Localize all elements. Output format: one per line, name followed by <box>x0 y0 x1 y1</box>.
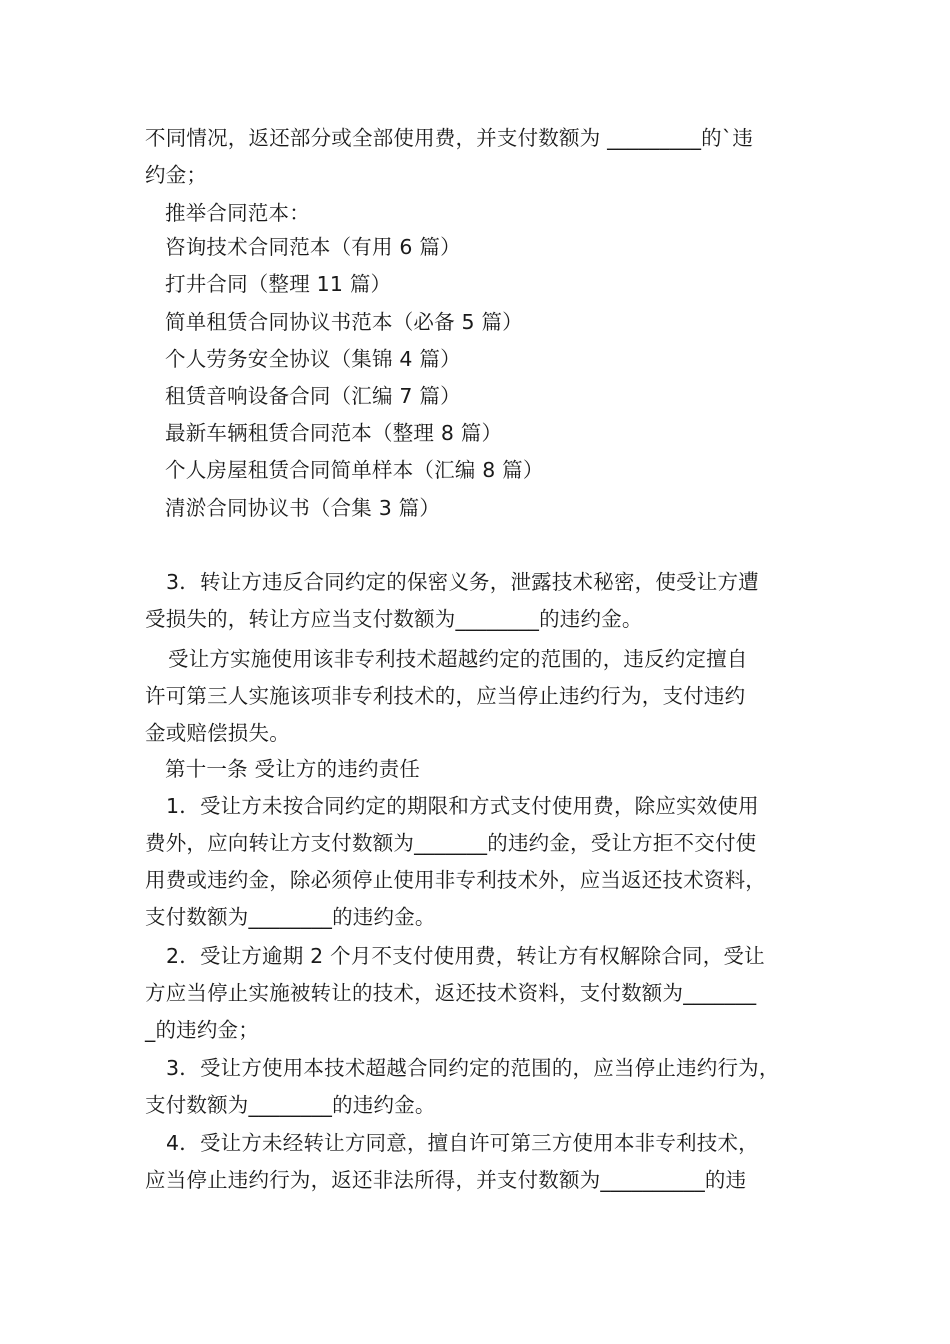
link-item[interactable]: 个人劳务安全协议（集锦 4 篇） <box>165 347 461 371</box>
text-line: 费外，应向转让方支付数额为_______的违约金，受让方拒不交付使 <box>145 831 757 855</box>
link-item[interactable]: 简单租赁合同协议书范本（必备 5 篇） <box>165 310 523 334</box>
link-item[interactable]: 清淤合同协议书（合集 3 篇） <box>165 496 441 520</box>
text-line: 4．受让方未经转让方同意，擅自许可第三方使用本非专利技术， <box>166 1131 759 1155</box>
link-item[interactable]: 咨询技术合同范本（有用 6 篇） <box>165 235 461 259</box>
text-line: 约金； <box>145 163 208 187</box>
link-item[interactable]: 最新车辆租赁合同范本（整理 8 篇） <box>165 421 503 445</box>
text-line: 1．受让方未按合同约定的期限和方式支付使用费，除应实效使用 <box>166 794 759 818</box>
link-item[interactable]: 个人房屋租赁合同简单样本（汇编 8 篇） <box>165 458 544 482</box>
text-line: 不同情况，返还部分或全部使用费，并支付数额为 _________的`违 <box>145 126 754 150</box>
text-line: 受让方实施使用该非专利技术超越约定的范围的，违反约定擅自 <box>168 647 748 671</box>
text-line: 用费或违约金，除必须停止使用非专利技术外，应当返还技术资料， <box>145 868 766 892</box>
text-line: 支付数额为________的违约金。 <box>145 1093 436 1117</box>
text-line: _的违约金； <box>145 1018 259 1042</box>
link-item[interactable]: 打井合同（整理 11 篇） <box>165 272 392 296</box>
text-line: 3．转让方违反合同约定的保密义务，泄露技术秘密，使受让方遭 <box>166 570 759 594</box>
text-line: 受损失的，转让方应当支付数额为________的违约金。 <box>145 607 643 631</box>
link-item[interactable]: 租赁音响设备合同（汇编 7 篇） <box>165 384 461 408</box>
text-line: 金或赔偿损失。 <box>145 721 290 745</box>
section-heading: 推举合同范本： <box>165 201 310 225</box>
text-line: 方应当停止实施被转让的技术，返还技术资料，支付数额为_______ <box>145 981 757 1005</box>
text-line: 应当停止违约行为，返还非法所得，并支付数额为__________的违 <box>145 1168 747 1192</box>
text-line: 3．受让方使用本技术超越合同约定的范围的，应当停止违约行为， <box>166 1056 780 1080</box>
text-line: 支付数额为________的违约金。 <box>145 905 436 929</box>
article-heading: 第十一条 受让方的违约责任 <box>165 757 421 781</box>
text-line: 许可第三人实施该项非专利技术的，应当停止违约行为，支付违约 <box>145 684 746 708</box>
text-line: 2．受让方逾期 2 个月不支付使用费，转让方有权解除合同，受让 <box>166 944 765 968</box>
